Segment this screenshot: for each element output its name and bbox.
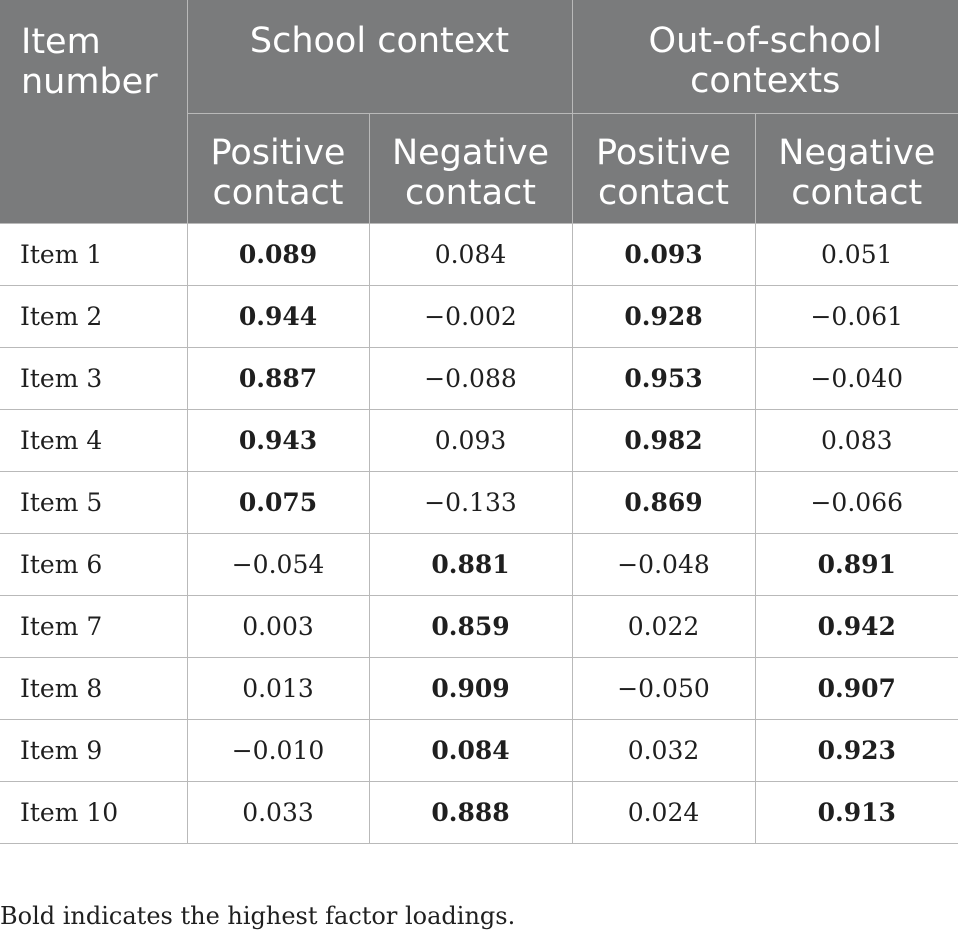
school-positive-cell: −0.010 [187, 719, 369, 781]
item-number-header: Item number [0, 0, 187, 223]
table-row [0, 223, 958, 285]
out-of-school-negative-cell: −0.040 [755, 347, 958, 409]
out-of-school-negative-cell: 0.923 [755, 719, 958, 781]
school-positive-cell: 0.887 [187, 347, 369, 409]
item-label-cell: Item 6 [0, 533, 187, 595]
out-of-school-positive-cell: 0.093 [572, 223, 755, 285]
header-row-groups [0, 0, 958, 113]
out-of-school-positive-cell: 0.982 [572, 409, 755, 471]
out-of-school-positive-cell: 0.022 [572, 595, 755, 657]
item-label-cell: Item 7 [0, 595, 187, 657]
school-positive-cell: 0.075 [187, 471, 369, 533]
item-label-cell: Item 9 [0, 719, 187, 781]
school-positive-cell: 0.003 [187, 595, 369, 657]
item-label-cell: Item 4 [0, 409, 187, 471]
out-of-school-negative-cell: 0.891 [755, 533, 958, 595]
out-of-school-contexts-header: Out-of-school contexts [572, 0, 958, 113]
school-negative-cell: 0.084 [369, 719, 572, 781]
out-of-school-positive-cell: 0.928 [572, 285, 755, 347]
item-label-cell: Item 1 [0, 223, 187, 285]
table-footnote: Bold indicates the highest factor loadings. [0, 902, 516, 930]
school-context-header: School context [187, 0, 572, 113]
school-negative-cell: −0.002 [369, 285, 572, 347]
school-negative-cell: 0.084 [369, 223, 572, 285]
item-label-cell: Item 3 [0, 347, 187, 409]
out-of-school-negative-cell: −0.066 [755, 471, 958, 533]
out-of-school-positive-cell: −0.048 [572, 533, 755, 595]
item-label-cell: Item 2 [0, 285, 187, 347]
out-of-school-positive-cell: 0.953 [572, 347, 755, 409]
out-of-school-positive-cell: 0.032 [572, 719, 755, 781]
school-positive-cell: −0.054 [187, 533, 369, 595]
school-negative-cell: 0.859 [369, 595, 572, 657]
school-positive-cell: 0.033 [187, 781, 369, 843]
school-negative-cell: 0.888 [369, 781, 572, 843]
table-row [0, 533, 958, 595]
table-row [0, 285, 958, 347]
table-row [0, 719, 958, 781]
table-row [0, 595, 958, 657]
out-of-school-negative-contact-header: Negative contact [755, 113, 958, 223]
school-negative-cell: 0.093 [369, 409, 572, 471]
school-positive-contact-header: Positive contact [187, 113, 369, 223]
item-label-cell: Item 5 [0, 471, 187, 533]
school-negative-cell: 0.881 [369, 533, 572, 595]
table-row [0, 347, 958, 409]
school-positive-cell: 0.943 [187, 409, 369, 471]
school-negative-cell: −0.133 [369, 471, 572, 533]
table-row [0, 471, 958, 533]
item-label-cell: Item 10 [0, 781, 187, 843]
out-of-school-negative-cell: 0.051 [755, 223, 958, 285]
table-row [0, 781, 958, 843]
out-of-school-negative-cell: 0.942 [755, 595, 958, 657]
out-of-school-negative-cell: −0.061 [755, 285, 958, 347]
item-label-cell: Item 8 [0, 657, 187, 719]
table-row [0, 409, 958, 471]
school-negative-cell: 0.909 [369, 657, 572, 719]
out-of-school-negative-cell: 0.907 [755, 657, 958, 719]
school-positive-cell: 0.089 [187, 223, 369, 285]
out-of-school-negative-cell: 0.913 [755, 781, 958, 843]
out-of-school-negative-cell: 0.083 [755, 409, 958, 471]
school-positive-cell: 0.013 [187, 657, 369, 719]
school-negative-contact-header: Negative contact [369, 113, 572, 223]
out-of-school-positive-cell: 0.024 [572, 781, 755, 843]
school-positive-cell: 0.944 [187, 285, 369, 347]
school-negative-cell: −0.088 [369, 347, 572, 409]
out-of-school-positive-cell: −0.050 [572, 657, 755, 719]
out-of-school-positive-contact-header: Positive contact [572, 113, 755, 223]
out-of-school-positive-cell: 0.869 [572, 471, 755, 533]
table-row [0, 657, 958, 719]
table-body [0, 223, 958, 843]
table-header [0, 0, 958, 223]
